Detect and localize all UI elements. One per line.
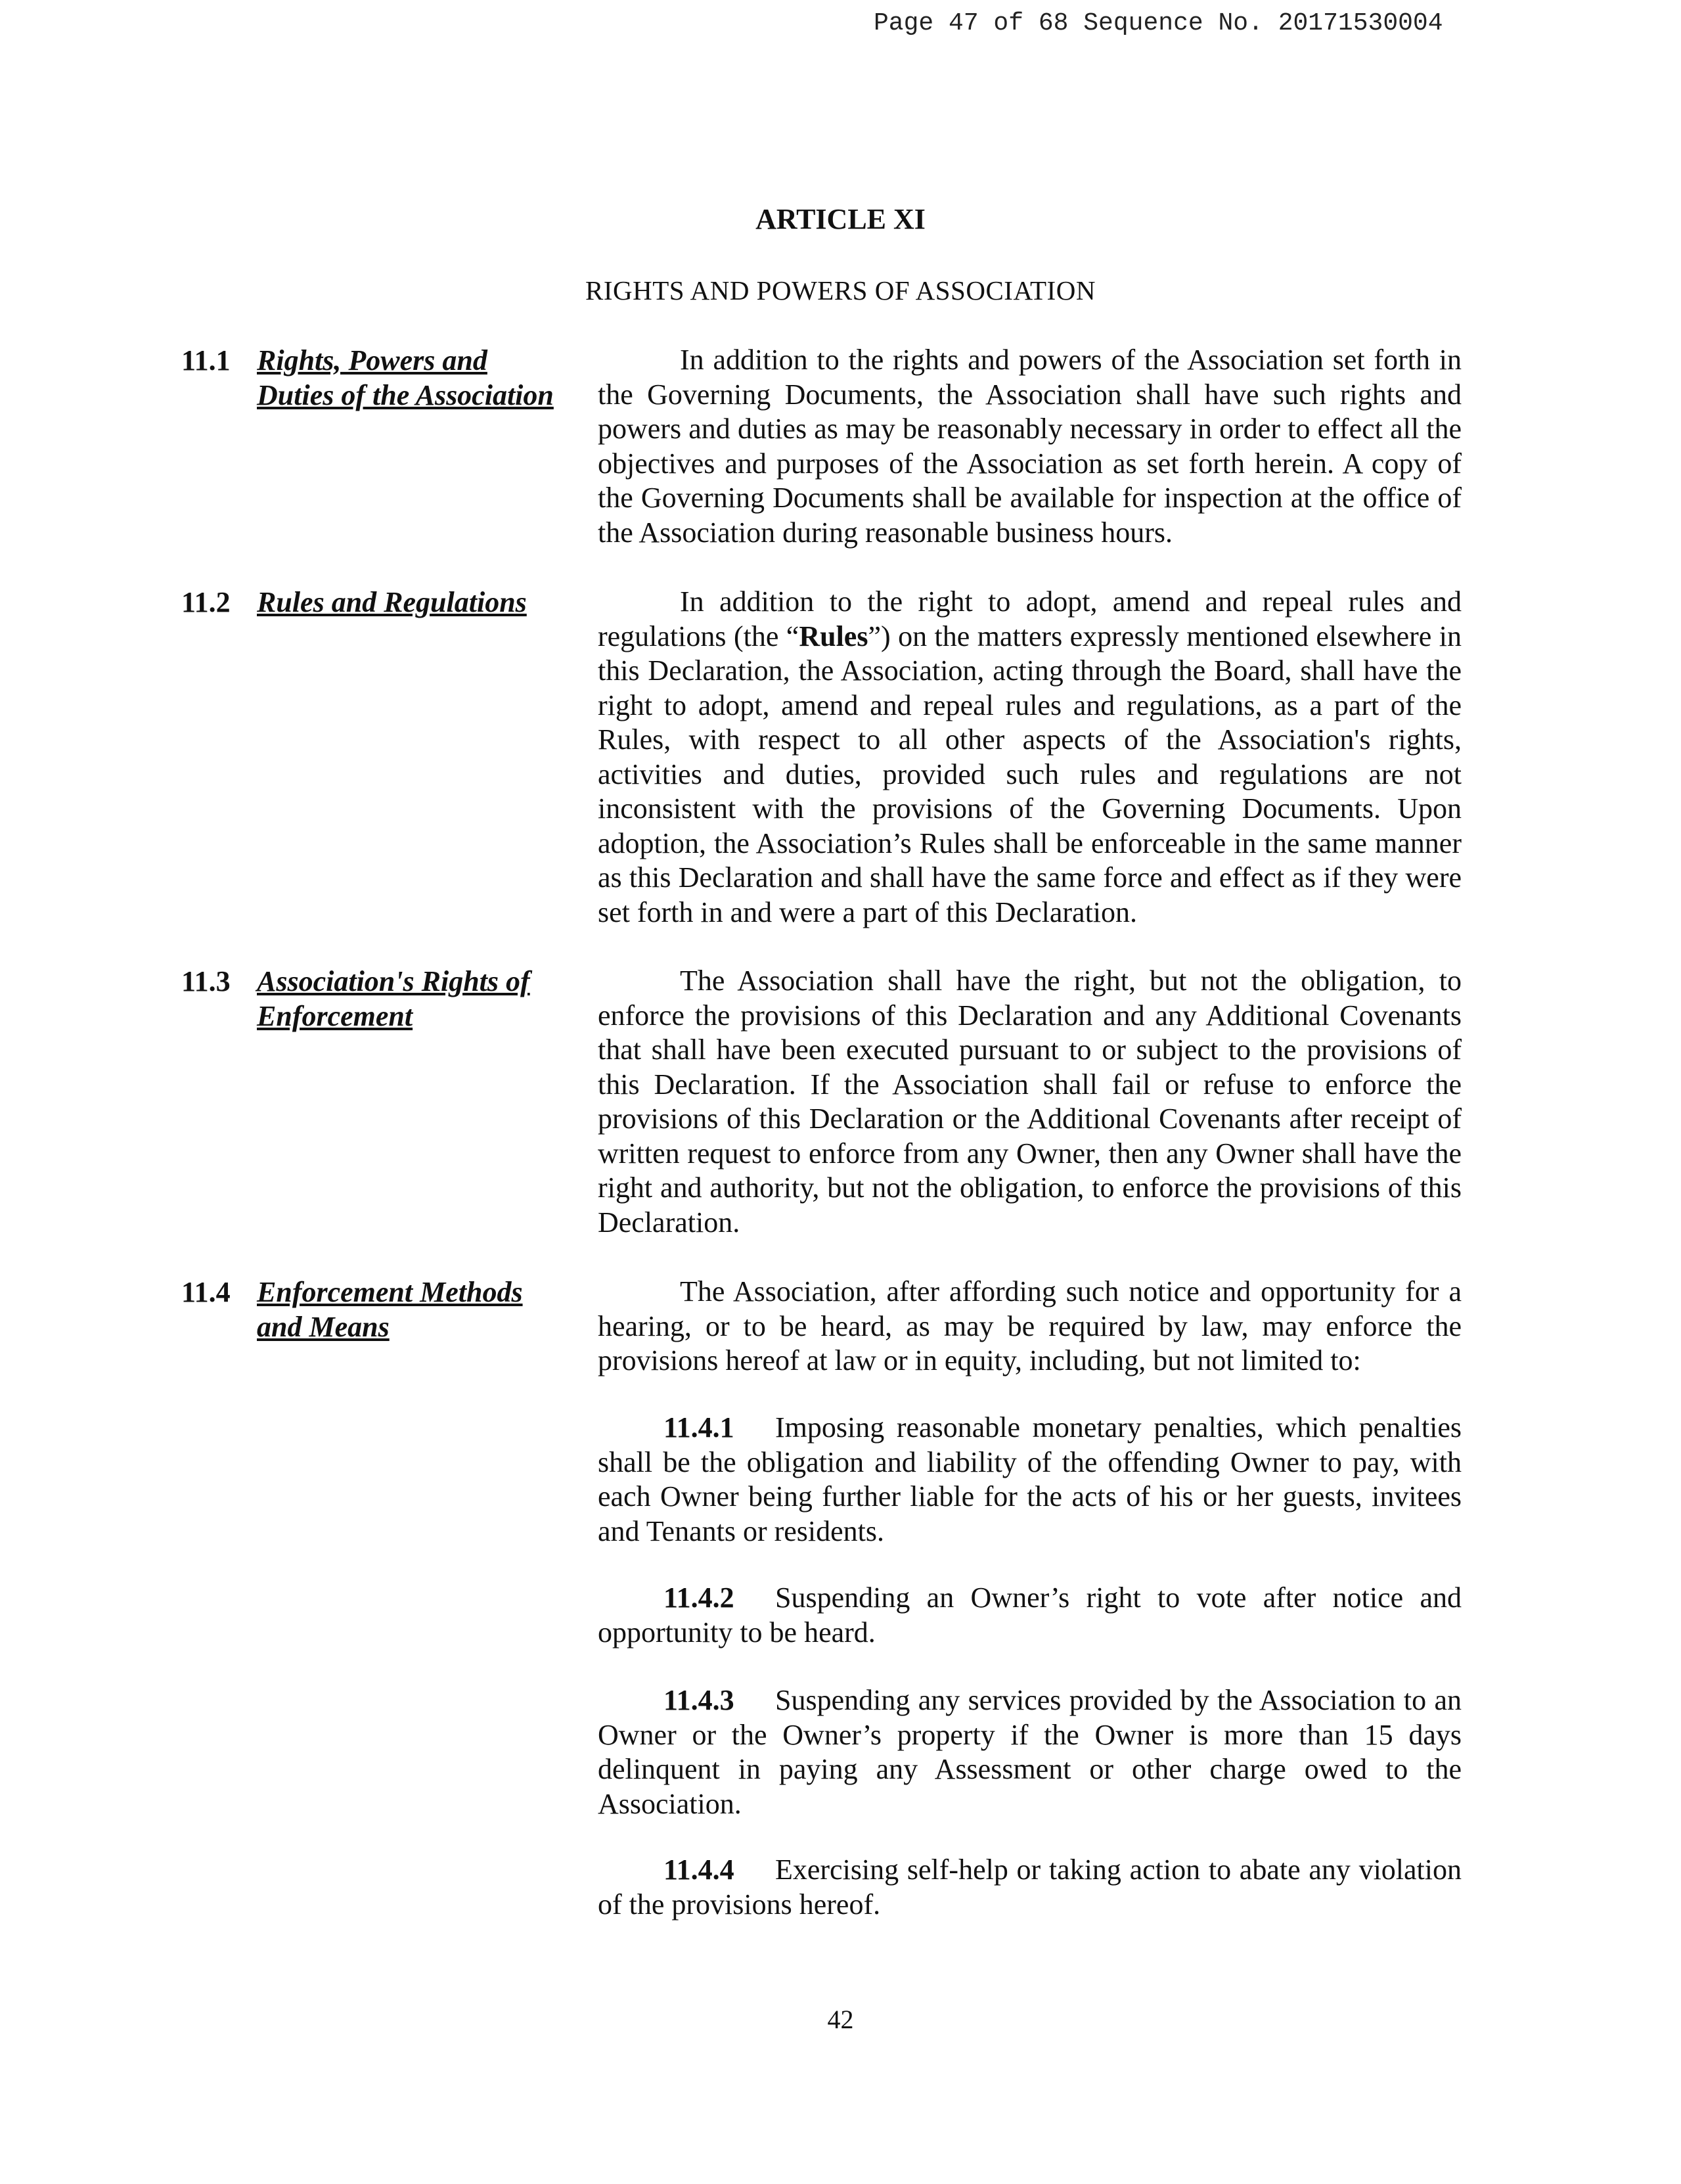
section-body: In addition to the rights and powers of the Association set forth in the Governing Documents, the Association shall have such rights and powers and duties as may be reasonably necessary in order to effect all the objectives and purposes of the Association as set forth herein. A copy of the Governing Documents shall be available for inspection at the office of the Association during reasonable business hours. <box>598 344 1462 549</box>
section-body <box>598 585 1462 930</box>
section-body-text: In addition to the right to adopt, amend and repeal rules and regulations (the “ <box>598 585 1462 652</box>
section-title: Rights, Powers and Duties of the Association <box>257 344 554 411</box>
section-title: Association's Rights of Enforcement <box>257 965 530 1032</box>
section-title: Enforcement Methods and Means <box>257 1276 523 1343</box>
subsection-number: 11.4.2 <box>663 1581 734 1614</box>
subsection-text: Imposing reasonable monetary penalties, which penalties shall be the obligation and liability of the offending Owner to pay, with each Owner being further liable for the acts of his or her guests, invitees and Tenants or residents. <box>598 1411 1462 1547</box>
subsection-11-4-3 <box>598 1683 1462 1821</box>
section-number: 11.1 <box>181 344 231 376</box>
section-body-text: ”) on the matters expressly mentioned elsewhere in this Declaration, the Association, acting through the Board, shall have the right to adopt, amend and repeal rules and regulations, as a part of the Rules, with respect to all other aspects of the Association's rights, activities and duties, provided such rules and regulations are not inconsistent with the provisions of the Governing Documents. Upon adoption, the Association’s Rules shall be enforceable in the same manner as this Declaration and shall have the same force and effect as if they were set forth in and were a part of this Declaration. <box>598 620 1462 928</box>
subsection-number: 11.4.3 <box>663 1684 734 1716</box>
subsection-text: Suspending an Owner’s right to vote after notice and opportunity to be heard. <box>598 1581 1462 1649</box>
subsection-text: Suspending any services provided by the Association to an Owner or the Owner’s property if the Owner is more than 15 days delinquent in paying any Assessment or other charge owed to the Association. <box>598 1684 1462 1820</box>
section-title: Rules and Regulations <box>257 586 527 618</box>
section-body: The Association, after affording such notice and opportunity for a hearing, or to be heard, as may be required by law, may enforce the provisions hereof at law or in equity, including, but not limited to: <box>598 1275 1462 1376</box>
subsection-11-4-1 <box>598 1411 1462 1549</box>
subsection-11-4-2 <box>598 1581 1462 1650</box>
subsection-number: 11.4.4 <box>663 1854 734 1886</box>
defined-term-rules: Rules <box>799 620 868 652</box>
article-subtitle: RIGHTS AND POWERS OF ASSOCIATION <box>585 275 1096 306</box>
section-number: 11.4 <box>181 1276 231 1308</box>
section-number: 11.2 <box>181 586 231 618</box>
article-title: ARTICLE XI <box>755 203 926 235</box>
page-sequence-header: Page 47 of 68 Sequence No. 20171530004 <box>874 9 1443 37</box>
section-body: The Association shall have the right, but not the obligation, to enforce the provisions of this Declaration and any Additional Covenants that shall have been executed pursuant to or subject to the provisions of this Declaration. If the Association shall fail or refuse to enforce the provisions of this Declaration or the Additional Covenants after receipt of written request to enforce from any Owner, then any Owner shall have the right and authority, but not the obligation, to enforce the provisions of this Declaration. <box>598 965 1462 1239</box>
section-number: 11.3 <box>181 965 231 997</box>
subsection-text: Exercising self-help or taking action to abate any violation of the provisions hereof. <box>598 1854 1462 1921</box>
subsection-11-4-4 <box>598 1853 1462 1922</box>
page-number: 42 <box>827 2005 854 2034</box>
subsection-number: 11.4.1 <box>663 1411 734 1444</box>
